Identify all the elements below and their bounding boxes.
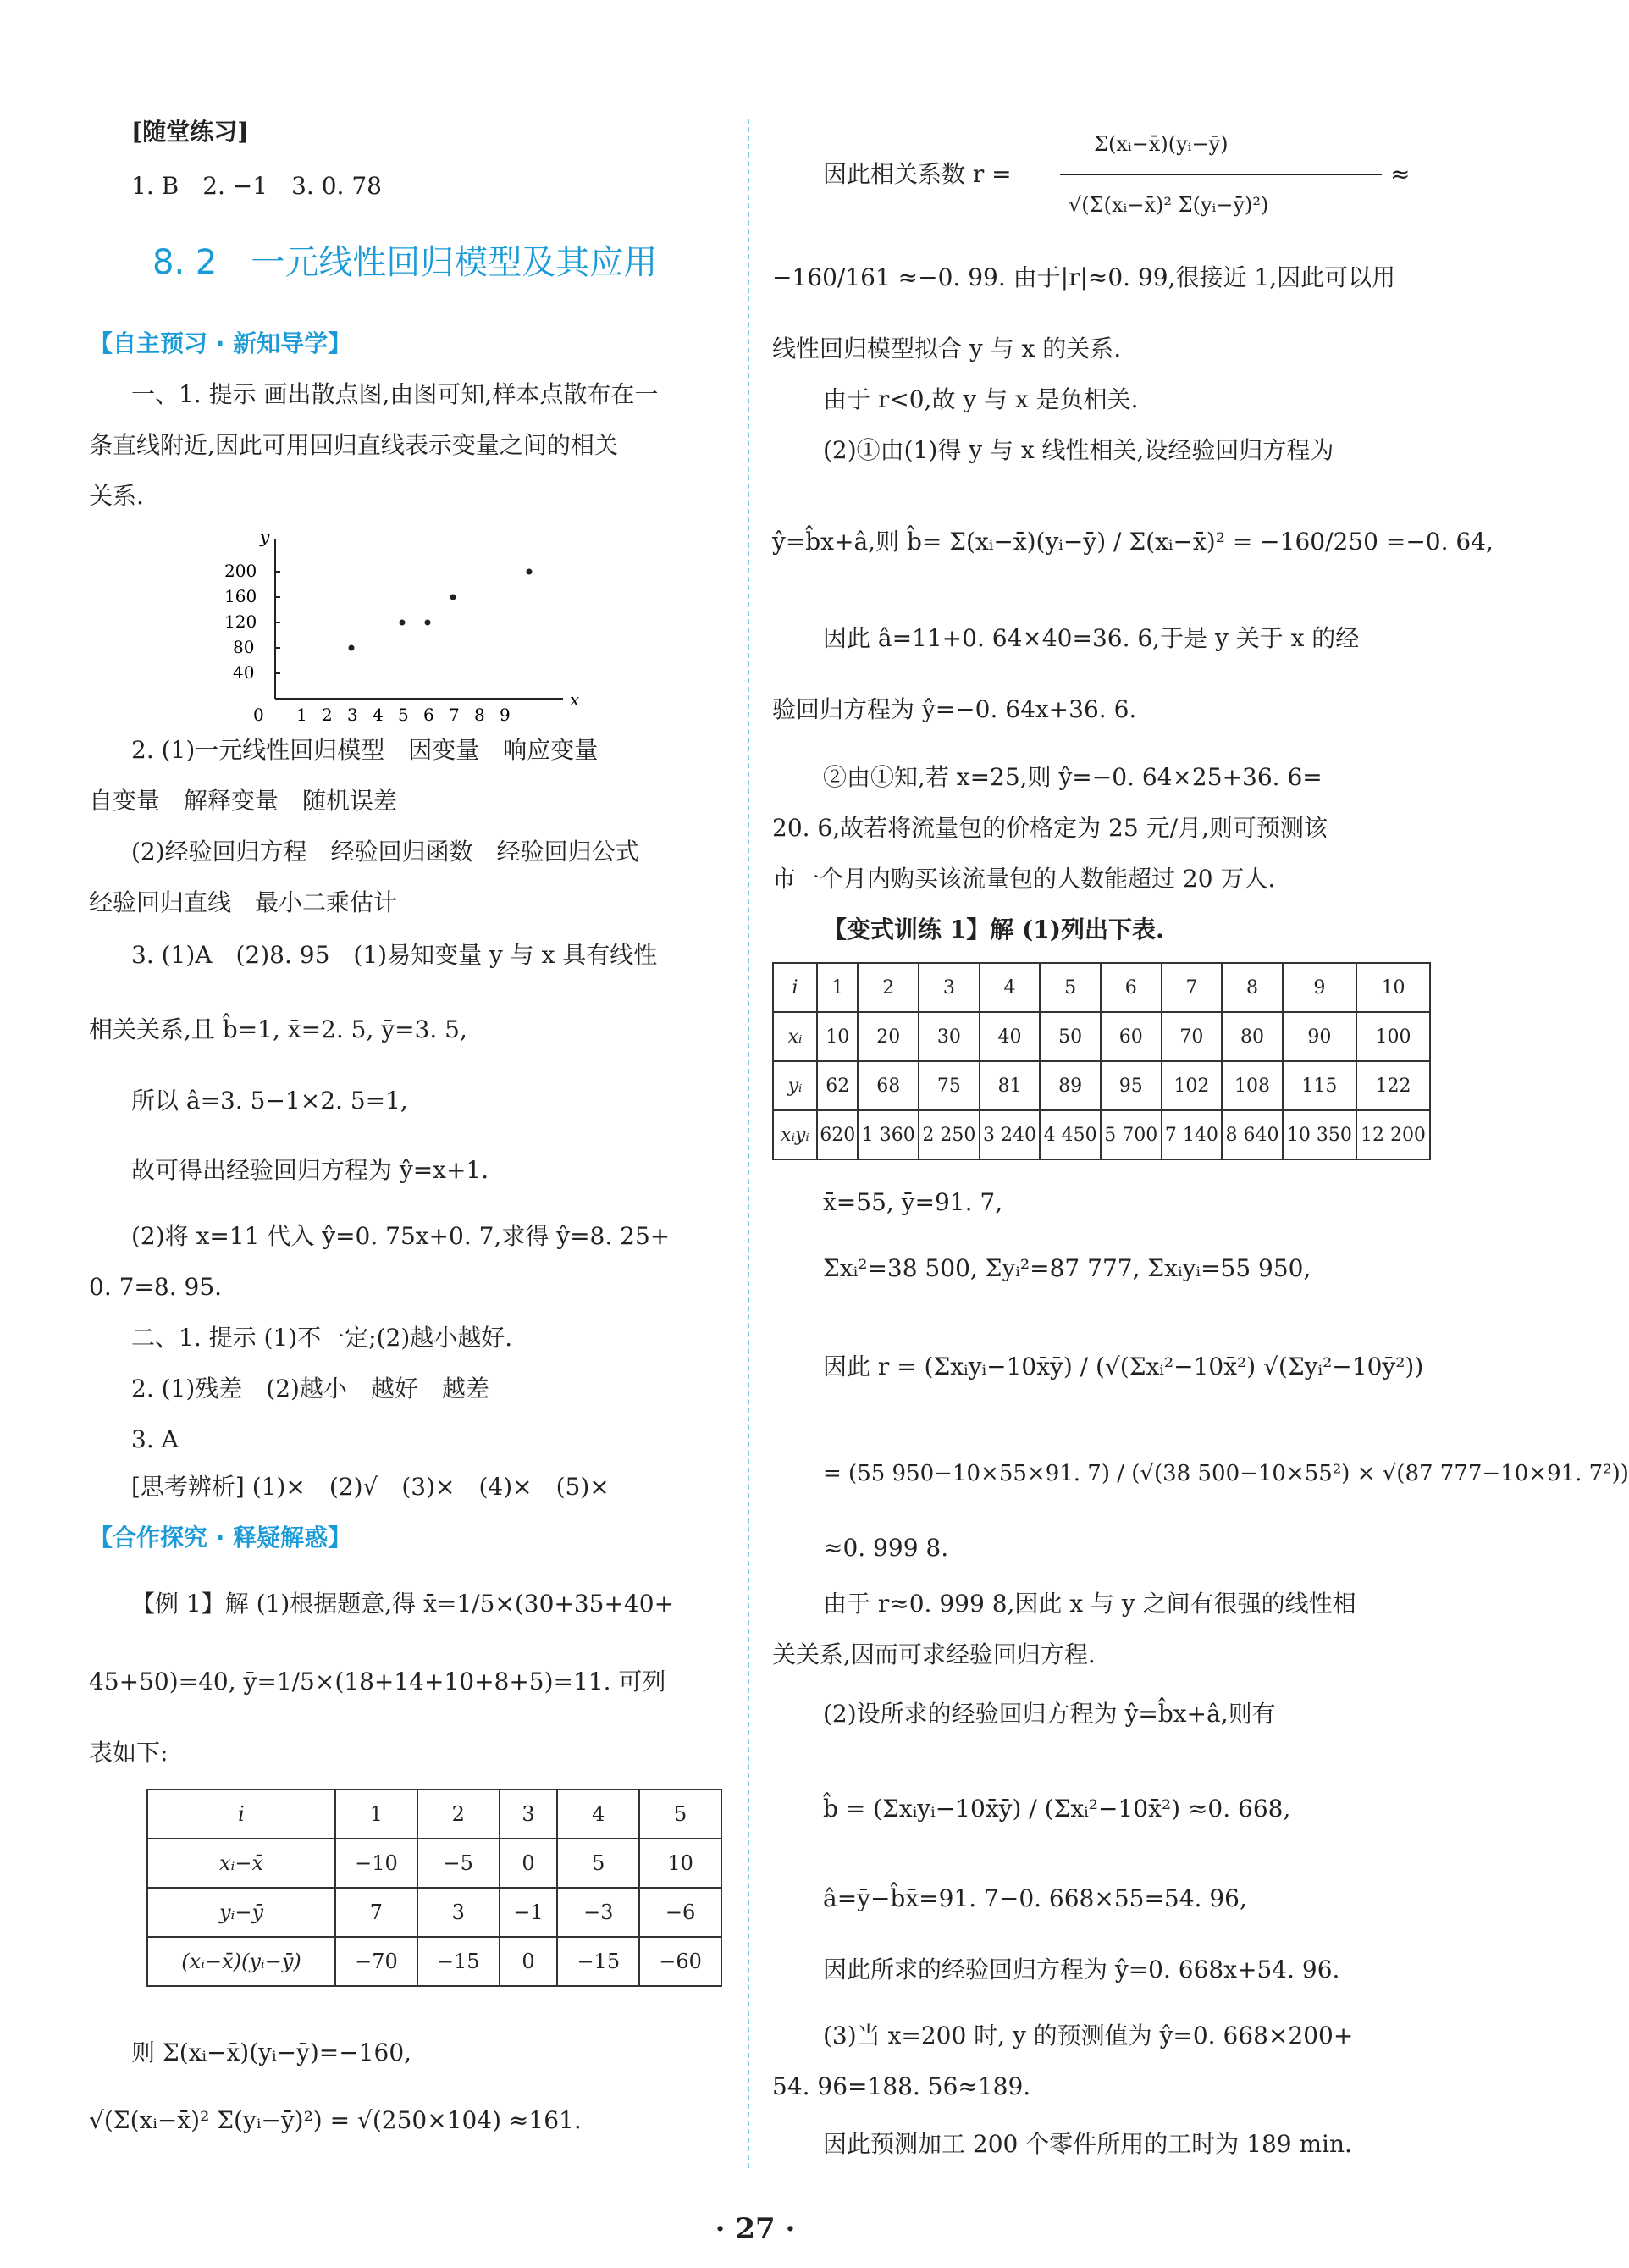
table-row — [773, 1061, 1430, 1110]
table-row — [147, 1839, 721, 1888]
formula-numerator: Σ(xᵢ−x̄)(yᵢ−ȳ) — [1094, 132, 1229, 156]
x-tick: 1 — [296, 705, 307, 725]
table-cell: 122 — [1356, 1061, 1430, 1110]
table-cell: yᵢ — [773, 1061, 817, 1110]
text-line: 则 Σ(xᵢ−x̄)(yᵢ−ȳ)=−160, — [131, 2038, 412, 2066]
text-line: (2)设所求的经验回归方程为 ŷ=b̂x+â,则有 — [823, 1700, 1276, 1728]
text-line: 因此 r = (Σxᵢyᵢ−10x̄ȳ) / (√(Σxᵢ²−10x̄²) √(Σyᵢ²−10ȳ²)) — [823, 1353, 1424, 1380]
text-line: −160/161 ≈−0. 99. 由于|r|≈0. 99,很接近 1,因此可以用 — [772, 263, 1396, 291]
scatter-plot — [224, 527, 665, 725]
table-cell: −15 — [417, 1937, 500, 1986]
table-cell: 4 — [980, 963, 1041, 1012]
text-line: (2)经验回归方程 经验回归函数 经验回归公式 — [131, 838, 639, 866]
text-line: 条直线附近,因此可用回归直线表示变量之间的相关 — [89, 431, 618, 459]
text-line: 3. A — [131, 1425, 179, 1453]
table-cell: −70 — [335, 1937, 417, 1986]
text-line: Σxᵢ²=38 500, Σyᵢ²=87 777, Σxᵢyᵢ=55 950, — [823, 1254, 1311, 1282]
table-row — [147, 1937, 721, 1986]
table-cell: i — [773, 963, 817, 1012]
page-number: · 27 · — [715, 2212, 796, 2246]
table-cell: 4 — [557, 1790, 639, 1839]
table-cell: 81 — [980, 1061, 1041, 1110]
approx-sign: ≈ — [1390, 160, 1411, 188]
table-cell: −60 — [639, 1937, 721, 1986]
text-line: √(Σ(xᵢ−x̄)² Σ(yᵢ−ȳ)²) = √(250×104) ≈161. — [89, 2106, 582, 2134]
classwork-answers: 1. B 2. −1 3. 0. 78 — [131, 172, 382, 200]
deviation-table — [146, 1789, 722, 1987]
table-cell: 620 — [817, 1110, 858, 1159]
text-line: 验回归方程为 ŷ=−0. 64x+36. 6. — [772, 695, 1137, 723]
table-cell: 50 — [1040, 1012, 1101, 1061]
y-tick: 120 — [224, 611, 257, 632]
text-line: b̂ = (Σxᵢyᵢ−10x̄ȳ) / (Σxᵢ²−10x̄²) ≈0. 668, — [823, 1795, 1291, 1823]
table-cell: 100 — [1356, 1012, 1430, 1061]
table-cell: xᵢyᵢ — [773, 1110, 817, 1159]
section-title: 8. 2 一元线性回归模型及其应用 — [152, 243, 658, 282]
table-cell: 5 — [557, 1839, 639, 1888]
table-cell: 80 — [1222, 1012, 1283, 1061]
text-line: 因此 â=11+0. 64×40=36. 6,于是 y 关于 x 的经 — [823, 624, 1360, 652]
table-cell: 68 — [858, 1061, 919, 1110]
text-line: 线性回归模型拟合 y 与 x 的关系. — [772, 335, 1122, 362]
table-cell: xᵢ−x̄ — [147, 1839, 335, 1888]
text-line: (2)将 x=11 代入 ŷ=0. 75x+0. 7,求得 ŷ=8. 25+ — [131, 1222, 671, 1250]
table-cell: 8 640 — [1222, 1110, 1283, 1159]
text-line: 0. 7=8. 95. — [89, 1273, 223, 1301]
table-cell: 10 — [817, 1012, 858, 1061]
text-line: 54. 96=188. 56≈189. — [772, 2072, 1031, 2100]
x-tick: 5 — [398, 705, 409, 725]
x-tick: 7 — [449, 705, 460, 725]
table-cell: 3 — [500, 1790, 558, 1839]
scatter-point — [425, 620, 431, 626]
text-line: 20. 6,故若将流量包的价格定为 25 元/月,则可预测该 — [772, 814, 1328, 842]
table-cell: 3 — [417, 1888, 500, 1937]
table-cell: 4 450 — [1040, 1110, 1101, 1159]
text-line: 自变量 解释变量 随机误差 — [89, 787, 398, 815]
text-line: 因此预测加工 200 个零件所用的工时为 189 min. — [823, 2130, 1352, 2158]
table-cell: 1 — [335, 1790, 417, 1839]
text-line: ②由①知,若 x=25,则 ŷ=−0. 64×25+36. 6= — [823, 763, 1323, 791]
table-cell: 3 — [919, 963, 980, 1012]
text-line: ŷ=b̂x+â,则 b̂= Σ(xᵢ−x̄)(yᵢ−ȳ) / Σ(xᵢ−x̄)² = −160/250 =−0. 64, — [772, 528, 1494, 556]
variant-heading: 【变式训练 1】解 (1)列出下表. — [823, 915, 1164, 943]
x-tick: 0 — [253, 705, 264, 725]
table-cell: 0 — [500, 1937, 558, 1986]
text-line: 关关系,因而可求经验回归方程. — [772, 1640, 1096, 1668]
x-tick: 6 — [423, 705, 434, 725]
table-row — [773, 1012, 1430, 1061]
table-cell: 60 — [1101, 1012, 1162, 1061]
text-line: (3)当 x=200 时, y 的预测值为 ŷ=0. 668×200+ — [823, 2022, 1354, 2049]
classwork-heading: [随堂练习] — [131, 118, 249, 146]
y-tick: 160 — [224, 586, 257, 606]
text-line: 市一个月内购买该流量包的人数能超过 20 万人. — [772, 865, 1276, 893]
y-tick: 200 — [224, 561, 257, 581]
table-cell: 95 — [1101, 1061, 1162, 1110]
text-line: [思考辨析] (1)× (2)√ (3)× (4)× (5)× — [131, 1473, 610, 1501]
table-cell: 5 — [639, 1790, 721, 1839]
fraction-bar — [1060, 174, 1382, 175]
scatter-point — [349, 645, 355, 651]
table-cell: 10 — [1356, 963, 1430, 1012]
table-cell: −15 — [557, 1937, 639, 1986]
scatter-point — [450, 595, 456, 600]
text-line: 相关关系,且 b̂=1, x̄=2. 5, ȳ=3. 5, — [89, 1015, 467, 1043]
coop-heading: 【合作探究 · 释疑解惑】 — [89, 1524, 352, 1552]
preview-heading: 【自主预习 · 新知导学】 — [89, 329, 352, 357]
table-cell: 8 — [1222, 963, 1283, 1012]
text-line: 故可得出经验回归方程为 ŷ=x+1. — [131, 1156, 489, 1184]
table-cell: 108 — [1222, 1061, 1283, 1110]
table-cell: 89 — [1040, 1061, 1101, 1110]
table-cell: 10 — [639, 1839, 721, 1888]
formula-denominator: √(Σ(xᵢ−x̄)² Σ(yᵢ−ȳ)²) — [1069, 193, 1269, 217]
table-cell: 6 — [1101, 963, 1162, 1012]
scatter-point — [400, 620, 406, 626]
table-cell: 7 — [1162, 963, 1223, 1012]
table-cell: 7 140 — [1162, 1110, 1223, 1159]
text-line: 所以 â=3. 5−1×2. 5=1, — [131, 1087, 408, 1115]
y-tick: 80 — [233, 637, 255, 657]
text-line: 一、1. 提示 画出散点图,由图可知,样本点散布在一 — [131, 380, 659, 408]
table-cell: −3 — [557, 1888, 639, 1937]
x-tick: 9 — [500, 705, 511, 725]
table-cell: 20 — [858, 1012, 919, 1061]
table-cell: 75 — [919, 1061, 980, 1110]
text-line: 45+50)=40, ȳ=1/5×(18+14+10+8+5)=11. 可列 — [89, 1668, 666, 1695]
text-line: 因此所求的经验回归方程为 ŷ=0. 668x+54. 96. — [823, 1955, 1340, 1983]
x-tick: 3 — [347, 705, 358, 725]
x-tick: 4 — [373, 705, 384, 725]
table-cell: −6 — [639, 1888, 721, 1937]
table-cell: 90 — [1283, 1012, 1356, 1061]
table-cell: (xᵢ−x̄)(yᵢ−ȳ) — [147, 1937, 335, 1986]
text-line: 关系. — [89, 482, 144, 510]
table-cell: 3 240 — [980, 1110, 1041, 1159]
text-line: ≈0. 999 8. — [823, 1534, 949, 1562]
text-line: â=ȳ−b̂x̄=91. 7−0. 668×55=54. 96, — [823, 1884, 1247, 1912]
text-line: 表如下: — [89, 1739, 168, 1767]
x-axis-label: x — [570, 689, 580, 710]
data-table — [772, 962, 1431, 1160]
table-cell: 1 — [817, 963, 858, 1012]
column-divider — [748, 119, 749, 2168]
text-line: 二、1. 提示 (1)不一定;(2)越小越好. — [131, 1324, 513, 1352]
text-line: (2)①由(1)得 y 与 x 线性相关,设经验回归方程为 — [823, 436, 1334, 464]
table-cell: 115 — [1283, 1061, 1356, 1110]
text-line: 【例 1】解 (1)根据题意,得 x̄=1/5×(30+35+40+ — [131, 1590, 675, 1618]
table-row — [773, 963, 1430, 1012]
x-tick: 2 — [322, 705, 333, 725]
text-line: 2. (1)一元线性回归模型 因变量 响应变量 — [131, 736, 599, 764]
table-row — [773, 1110, 1430, 1159]
text-line: 因此相关系数 r = — [823, 160, 1012, 188]
x-tick: 8 — [474, 705, 485, 725]
table-cell: 10 350 — [1283, 1110, 1356, 1159]
table-cell: −10 — [335, 1839, 417, 1888]
text-line: 2. (1)残差 (2)越小 越好 越差 — [131, 1375, 489, 1402]
table-cell: 7 — [335, 1888, 417, 1937]
table-cell: 62 — [817, 1061, 858, 1110]
table-cell: 2 — [858, 963, 919, 1012]
y-axis-label: y — [260, 527, 270, 547]
table-cell: 9 — [1283, 963, 1356, 1012]
table-cell: 0 — [500, 1839, 558, 1888]
text-line: = (55 950−10×55×91. 7) / (√(38 500−10×55²) × √(87 777−10×91. 7²)) — [823, 1461, 1629, 1486]
table-cell: 2 — [417, 1790, 500, 1839]
table-row — [147, 1888, 721, 1937]
table-cell: 30 — [919, 1012, 980, 1061]
table-cell: −5 — [417, 1839, 500, 1888]
scatter-point — [527, 569, 533, 575]
text-line: 经验回归直线 最小二乘估计 — [89, 888, 398, 916]
table-cell: 5 700 — [1101, 1110, 1162, 1159]
text-line: x̄=55, ȳ=91. 7, — [823, 1188, 1003, 1216]
table-cell: i — [147, 1790, 335, 1839]
table-cell: 1 360 — [858, 1110, 919, 1159]
table-cell: 12 200 — [1356, 1110, 1430, 1159]
table-cell: 2 250 — [919, 1110, 980, 1159]
table-cell: 70 — [1162, 1012, 1223, 1061]
table-cell: yᵢ−ȳ — [147, 1888, 335, 1937]
table-cell: 40 — [980, 1012, 1041, 1061]
table-cell: xᵢ — [773, 1012, 817, 1061]
table-row — [147, 1790, 721, 1839]
text-line: 3. (1)A (2)8. 95 (1)易知变量 y 与 x 具有线性 — [131, 941, 658, 969]
text-line: 由于 r≈0. 999 8,因此 x 与 y 之间有很强的线性相 — [823, 1590, 1356, 1618]
table-cell: 102 — [1162, 1061, 1223, 1110]
table-cell: −1 — [500, 1888, 558, 1937]
text-line: 由于 r<0,故 y 与 x 是负相关. — [823, 385, 1139, 413]
y-tick: 40 — [233, 662, 255, 683]
table-cell: 5 — [1040, 963, 1101, 1012]
